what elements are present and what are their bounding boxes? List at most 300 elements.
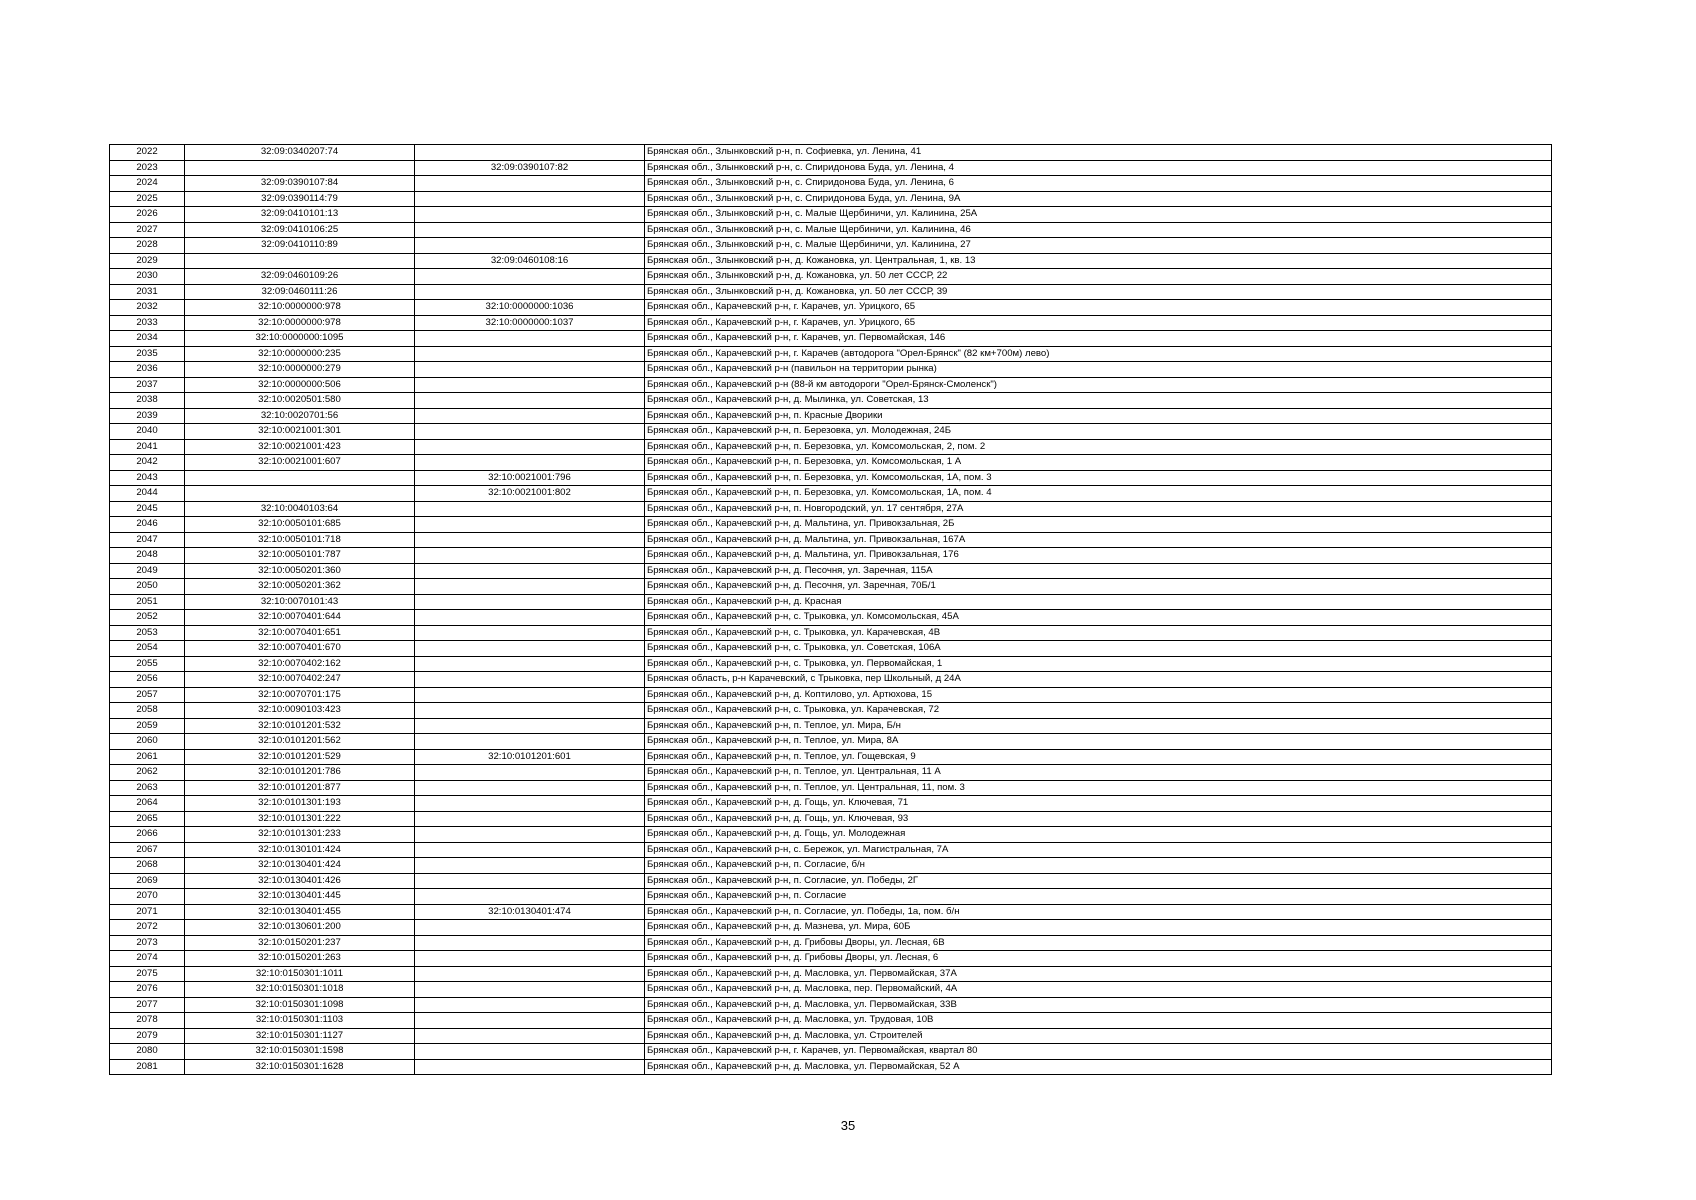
cadastral-number-cell [185,160,415,176]
cadastral-number-cell: 32:09:0460109:26 [185,269,415,285]
registry-table-body [110,145,1552,1075]
row-number-cell: 2047 [110,532,185,548]
address-cell: Брянская обл., Злынковский р-н, с. Малые Щербиничи, ул. Калинина, 46 [645,222,1552,238]
row-number-cell: 2045 [110,501,185,517]
related-cadastral-number-cell [415,207,645,223]
related-cadastral-number-cell [415,176,645,192]
cadastral-number-cell: 32:10:0000000:1095 [185,331,415,347]
table-row [110,610,1552,626]
address-cell: Брянская обл., Карачевский р-н, с. Трыковка, ул. Советская, 106А [645,641,1552,657]
row-number-cell: 2072 [110,920,185,936]
row-number-cell: 2041 [110,439,185,455]
address-cell: Брянская обл., Карачевский р-н, с. Трыковка, ул. Первомайская, 1 [645,656,1552,672]
address-cell: Брянская обл., Карачевский р-н, г. Карачев, ул. Первомайская, 146 [645,331,1552,347]
address-cell: Брянская обл., Карачевский р-н, п. Согласие [645,889,1552,905]
address-cell: Брянская обл., Карачевский р-н, д. Грибовы Дворы, ул. Лесная, 6В [645,935,1552,951]
cadastral-number-cell: 32:10:0070401:670 [185,641,415,657]
table-row [110,811,1552,827]
cadastral-number-cell: 32:10:0150301:1127 [185,1028,415,1044]
cadastral-number-cell [185,470,415,486]
cadastral-number-cell: 32:10:0101201:877 [185,780,415,796]
row-number-cell: 2033 [110,315,185,331]
related-cadastral-number-cell: 32:10:0021001:802 [415,486,645,502]
table-row [110,734,1552,750]
address-cell: Брянская обл., Карачевский р-н, г. Карачев (автодорога "Орел-Брянск" (82 км+700м) лево) [645,346,1552,362]
related-cadastral-number-cell [415,594,645,610]
cadastral-number-cell: 32:10:0150201:263 [185,951,415,967]
related-cadastral-number-cell: 32:10:0021001:796 [415,470,645,486]
table-row [110,377,1552,393]
cadastral-number-cell: 32:10:0070701:175 [185,687,415,703]
related-cadastral-number-cell [415,517,645,533]
row-number-cell: 2054 [110,641,185,657]
related-cadastral-number-cell [415,145,645,161]
table-row [110,424,1552,440]
row-number-cell: 2069 [110,873,185,889]
table-row [110,253,1552,269]
cadastral-number-cell [185,486,415,502]
table-row [110,858,1552,874]
row-number-cell: 2078 [110,1013,185,1029]
related-cadastral-number-cell [415,935,645,951]
row-number-cell: 2024 [110,176,185,192]
table-row [110,517,1552,533]
related-cadastral-number-cell: 32:09:0390107:82 [415,160,645,176]
table-row [110,951,1552,967]
related-cadastral-number-cell [415,222,645,238]
table-row [110,796,1552,812]
related-cadastral-number-cell [415,672,645,688]
related-cadastral-number-cell [415,424,645,440]
row-number-cell: 2030 [110,269,185,285]
table-row [110,486,1552,502]
row-number-cell: 2066 [110,827,185,843]
row-number-cell: 2068 [110,858,185,874]
address-cell: Брянская обл., Карачевский р-н, с. Трыковка, ул. Комсомольская, 45А [645,610,1552,626]
registry-table [109,144,1552,1075]
cadastral-number-cell: 32:10:0021001:301 [185,424,415,440]
cadastral-number-cell: 32:10:0000000:978 [185,300,415,316]
related-cadastral-number-cell [415,331,645,347]
related-cadastral-number-cell [415,889,645,905]
table-row [110,920,1552,936]
address-cell: Брянская обл., Злынковский р-н, с. Спиридонова Буда, ул. Ленина, 9А [645,191,1552,207]
row-number-cell: 2075 [110,966,185,982]
table-row [110,362,1552,378]
related-cadastral-number-cell [415,579,645,595]
related-cadastral-number-cell [415,501,645,517]
cadastral-number-cell: 32:10:0000000:279 [185,362,415,378]
cadastral-number-cell: 32:10:0050101:787 [185,548,415,564]
related-cadastral-number-cell [415,393,645,409]
address-cell: Брянская обл., Карачевский р-н, д. Коптилово, ул. Артюхова, 15 [645,687,1552,703]
address-cell: Брянская обл., Карачевский р-н, д. Песочня, ул. Заречная, 115А [645,563,1552,579]
related-cadastral-number-cell [415,1013,645,1029]
address-cell: Брянская обл., Карачевский р-н, д. Мазнева, ул. Мира, 60Б [645,920,1552,936]
cadastral-number-cell: 32:10:0130601:200 [185,920,415,936]
address-cell: Брянская обл., Карачевский р-н, д. Гощь, ул. Ключевая, 93 [645,811,1552,827]
related-cadastral-number-cell [415,238,645,254]
table-row [110,765,1552,781]
address-cell: Брянская обл., Карачевский р-н, д. Масловка, ул. Первомайская, 37А [645,966,1552,982]
address-cell: Брянская обл., Злынковский р-н, п. Софиевка, ул. Ленина, 41 [645,145,1552,161]
related-cadastral-number-cell [415,873,645,889]
related-cadastral-number-cell [415,718,645,734]
address-cell: Брянская обл., Карачевский р-н, д. Мальтина, ул. Привокзальная, 167А [645,532,1552,548]
cadastral-number-cell: 32:09:0460111:26 [185,284,415,300]
related-cadastral-number-cell [415,656,645,672]
row-number-cell: 2065 [110,811,185,827]
row-number-cell: 2032 [110,300,185,316]
cadastral-number-cell: 32:10:0150201:237 [185,935,415,951]
row-number-cell: 2039 [110,408,185,424]
table-row [110,625,1552,641]
address-cell: Брянская обл., Карачевский р-н, г. Карачев, ул. Первомайская, квартал 80 [645,1044,1552,1060]
cadastral-number-cell [185,253,415,269]
row-number-cell: 2036 [110,362,185,378]
row-number-cell: 2062 [110,765,185,781]
related-cadastral-number-cell [415,1059,645,1075]
address-cell: Брянская обл., Карачевский р-н (павильон на территории рынка) [645,362,1552,378]
cadastral-number-cell: 32:10:0150301:1598 [185,1044,415,1060]
cadastral-number-cell: 32:10:0150301:1098 [185,997,415,1013]
related-cadastral-number-cell [415,362,645,378]
address-cell: Брянская обл., Карачевский р-н, д. Песочня, ул. Заречная, 70Б/1 [645,579,1552,595]
row-number-cell: 2070 [110,889,185,905]
table-row [110,269,1552,285]
address-cell: Брянская обл., Карачевский р-н, п. Березовка, ул. Комсомольская, 2, пом. 2 [645,439,1552,455]
cadastral-number-cell: 32:10:0070401:644 [185,610,415,626]
row-number-cell: 2022 [110,145,185,161]
cadastral-number-cell: 32:10:0150301:1011 [185,966,415,982]
row-number-cell: 2071 [110,904,185,920]
row-number-cell: 2040 [110,424,185,440]
address-cell: Брянская обл., Карачевский р-н, п. Красные Дворики [645,408,1552,424]
row-number-cell: 2026 [110,207,185,223]
related-cadastral-number-cell [415,1028,645,1044]
row-number-cell: 2029 [110,253,185,269]
table-row [110,1059,1552,1075]
row-number-cell: 2053 [110,625,185,641]
table-row [110,873,1552,889]
cadastral-number-cell: 32:10:0130401:455 [185,904,415,920]
address-cell: Брянская обл., Карачевский р-н, д. Мылинка, ул. Советская, 13 [645,393,1552,409]
cadastral-number-cell: 32:10:0070402:247 [185,672,415,688]
row-number-cell: 2027 [110,222,185,238]
related-cadastral-number-cell [415,827,645,843]
related-cadastral-number-cell [415,346,645,362]
table-row [110,331,1552,347]
address-cell: Брянская обл., Карачевский р-н, п. Согласие, б/н [645,858,1552,874]
table-row [110,346,1552,362]
cadastral-number-cell: 32:10:0000000:506 [185,377,415,393]
table-row [110,656,1552,672]
cadastral-number-cell: 32:10:0070402:162 [185,656,415,672]
row-number-cell: 2048 [110,548,185,564]
address-cell: Брянская обл., Злынковский р-н, с. Спиридонова Буда, ул. Ленина, 6 [645,176,1552,192]
address-cell: Брянская обл., Карачевский р-н, с. Трыковка, ул. Карачевская, 4В [645,625,1552,641]
table-row [110,935,1552,951]
table-row [110,842,1552,858]
cadastral-number-cell: 32:10:0130401:424 [185,858,415,874]
row-number-cell: 2080 [110,1044,185,1060]
cadastral-number-cell: 32:10:0020701:56 [185,408,415,424]
related-cadastral-number-cell [415,951,645,967]
cadastral-number-cell: 32:10:0040103:64 [185,501,415,517]
table-row [110,1013,1552,1029]
cadastral-number-cell: 32:10:0090103:423 [185,703,415,719]
address-cell: Брянская обл., Карачевский р-н, д. Грибовы Дворы, ул. Лесная, 6 [645,951,1552,967]
table-row [110,579,1552,595]
address-cell: Брянская обл., Карачевский р-н, д. Мальтина, ул. Привокзальная, 176 [645,548,1552,564]
related-cadastral-number-cell: 32:10:0000000:1036 [415,300,645,316]
address-cell: Брянская обл., Злынковский р-н, с. Малые Щербиничи, ул. Калинина, 27 [645,238,1552,254]
address-cell: Брянская обл., Карачевский р-н, п. Теплое, ул. Мира, Б/н [645,718,1552,734]
row-number-cell: 2044 [110,486,185,502]
table-row [110,284,1552,300]
table-row [110,176,1552,192]
row-number-cell: 2050 [110,579,185,595]
row-number-cell: 2038 [110,393,185,409]
address-cell: Брянская обл., Карачевский р-н, д. Мальтина, ул. Привокзальная, 2Б [645,517,1552,533]
address-cell: Брянская обл., Карачевский р-н, п. Новгородский, ул. 17 сентября, 27А [645,501,1552,517]
table-row [110,238,1552,254]
row-number-cell: 2031 [110,284,185,300]
table-row [110,641,1552,657]
cadastral-number-cell: 32:10:0130401:445 [185,889,415,905]
related-cadastral-number-cell [415,842,645,858]
row-number-cell: 2034 [110,331,185,347]
cadastral-number-cell: 32:10:0000000:235 [185,346,415,362]
table-row [110,594,1552,610]
row-number-cell: 2064 [110,796,185,812]
address-cell: Брянская обл., Злынковский р-н, д. Кожановка, ул. 50 лет СССР, 22 [645,269,1552,285]
address-cell: Брянская обл., Карачевский р-н, п. Березовка, ул. Комсомольская, 1А, пом. 4 [645,486,1552,502]
table-row [110,672,1552,688]
table-row [110,780,1552,796]
table-row [110,191,1552,207]
cadastral-number-cell: 32:10:0101201:529 [185,749,415,765]
address-cell: Брянская обл., Карачевский р-н, д. Масловка, пер. Первомайский, 4А [645,982,1552,998]
address-cell: Брянская обл., Карачевский р-н, п. Березовка, ул. Молодежная, 24Б [645,424,1552,440]
row-number-cell: 2081 [110,1059,185,1075]
table-row [110,455,1552,471]
table-row [110,222,1552,238]
related-cadastral-number-cell [415,796,645,812]
table-row [110,703,1552,719]
related-cadastral-number-cell [415,408,645,424]
related-cadastral-number-cell [415,1044,645,1060]
address-cell: Брянская обл., Карачевский р-н, д. Красная [645,594,1552,610]
row-number-cell: 2067 [110,842,185,858]
related-cadastral-number-cell [415,765,645,781]
table-row [110,408,1552,424]
related-cadastral-number-cell [415,966,645,982]
table-row [110,501,1552,517]
row-number-cell: 2058 [110,703,185,719]
cadastral-number-cell: 32:10:0130101:424 [185,842,415,858]
row-number-cell: 2074 [110,951,185,967]
cadastral-number-cell: 32:09:0410106:25 [185,222,415,238]
cadastral-number-cell: 32:10:0101201:532 [185,718,415,734]
row-number-cell: 2042 [110,455,185,471]
row-number-cell: 2076 [110,982,185,998]
table-row [110,393,1552,409]
related-cadastral-number-cell [415,703,645,719]
related-cadastral-number-cell [415,625,645,641]
cadastral-number-cell: 32:10:0000000:978 [185,315,415,331]
related-cadastral-number-cell [415,532,645,548]
related-cadastral-number-cell: 32:10:0130401:474 [415,904,645,920]
row-number-cell: 2037 [110,377,185,393]
row-number-cell: 2035 [110,346,185,362]
related-cadastral-number-cell [415,780,645,796]
related-cadastral-number-cell [415,610,645,626]
address-cell: Брянская обл., Карачевский р-н, д. Масловка, ул. Первомайская, 52 А [645,1059,1552,1075]
related-cadastral-number-cell [415,687,645,703]
row-number-cell: 2073 [110,935,185,951]
address-cell: Брянская обл., Карачевский р-н, п. Теплое, ул. Гощевская, 9 [645,749,1552,765]
cadastral-number-cell: 32:09:0390107:84 [185,176,415,192]
table-row [110,439,1552,455]
table-row [110,904,1552,920]
address-cell: Брянская обл., Карачевский р-н (88-й км автодороги "Орел-Брянск-Смоленск") [645,377,1552,393]
related-cadastral-number-cell: 32:10:0101201:601 [415,749,645,765]
address-cell: Брянская обл., Карачевский р-н, д. Масловка, ул. Первомайская, 33В [645,997,1552,1013]
cadastral-number-cell: 32:10:0021001:607 [185,455,415,471]
address-cell: Брянская обл., Карачевский р-н, п. Теплое, ул. Мира, 8А [645,734,1552,750]
cadastral-number-cell: 32:10:0150301:1103 [185,1013,415,1029]
cadastral-number-cell: 32:09:0390114:79 [185,191,415,207]
table-row [110,889,1552,905]
row-number-cell: 2057 [110,687,185,703]
table-row [110,1028,1552,1044]
cadastral-number-cell: 32:10:0020501:580 [185,393,415,409]
row-number-cell: 2051 [110,594,185,610]
address-cell: Брянская обл., Карачевский р-н, д. Гощь, ул. Молодежная [645,827,1552,843]
address-cell: Брянская обл., Карачевский р-н, с. Трыковка, ул. Карачевская, 72 [645,703,1552,719]
cadastral-number-cell: 32:10:0021001:423 [185,439,415,455]
row-number-cell: 2079 [110,1028,185,1044]
address-cell: Брянская обл., Карачевский р-н, д. Масловка, ул. Трудовая, 10В [645,1013,1552,1029]
row-number-cell: 2063 [110,780,185,796]
related-cadastral-number-cell: 32:09:0460108:16 [415,253,645,269]
related-cadastral-number-cell [415,858,645,874]
cadastral-number-cell: 32:10:0050201:360 [185,563,415,579]
table-row [110,470,1552,486]
table-row [110,145,1552,161]
related-cadastral-number-cell [415,563,645,579]
cadastral-number-cell: 32:09:0410101:13 [185,207,415,223]
cadastral-number-cell: 32:10:0101301:233 [185,827,415,843]
address-cell: Брянская обл., Карачевский р-н, п. Согласие, ул. Победы, 2Г [645,873,1552,889]
address-cell: Брянская обл., Карачевский р-н, г. Карачев, ул. Урицкого, 65 [645,300,1552,316]
related-cadastral-number-cell [415,191,645,207]
cadastral-number-cell: 32:10:0050101:718 [185,532,415,548]
table-row [110,966,1552,982]
cadastral-number-cell: 32:10:0101201:786 [185,765,415,781]
address-cell: Брянская обл., Карачевский р-н, п. Согласие, ул. Победы, 1а, пом. б/н [645,904,1552,920]
address-cell: Брянская обл., Злынковский р-н, с. Малые Щербиничи, ул. Калинина, 25А [645,207,1552,223]
row-number-cell: 2049 [110,563,185,579]
row-number-cell: 2043 [110,470,185,486]
row-number-cell: 2028 [110,238,185,254]
related-cadastral-number-cell [415,455,645,471]
address-cell: Брянская обл., Карачевский р-н, д. Масловка, ул. Строителей [645,1028,1552,1044]
related-cadastral-number-cell [415,920,645,936]
cadastral-number-cell: 32:09:0410110:89 [185,238,415,254]
table-row [110,300,1552,316]
row-number-cell: 2046 [110,517,185,533]
row-number-cell: 2052 [110,610,185,626]
related-cadastral-number-cell [415,269,645,285]
address-cell: Брянская обл., Злынковский р-н, д. Кожановка, ул. 50 лет СССР, 39 [645,284,1552,300]
table-row [110,563,1552,579]
table-row [110,749,1552,765]
table-row [110,718,1552,734]
address-cell: Брянская обл., Карачевский р-н, д. Гощь, ул. Ключевая, 71 [645,796,1552,812]
cadastral-number-cell: 32:10:0150301:1628 [185,1059,415,1075]
address-cell: Брянская обл., Злынковский р-н, с. Спиридонова Буда, ул. Ленина, 4 [645,160,1552,176]
table-row [110,1044,1552,1060]
related-cadastral-number-cell: 32:10:0000000:1037 [415,315,645,331]
cadastral-number-cell: 32:10:0101301:193 [185,796,415,812]
cadastral-number-cell: 32:10:0150301:1018 [185,982,415,998]
address-cell: Брянская область, р-н Карачевский, с Трыковка, пер Школьный, д 24А [645,672,1552,688]
address-cell: Брянская обл., Карачевский р-н, п. Теплое, ул. Центральная, 11 А [645,765,1552,781]
table-row [110,207,1552,223]
page-number: 35 [840,1118,856,1133]
related-cadastral-number-cell [415,982,645,998]
cadastral-number-cell: 32:10:0101201:562 [185,734,415,750]
related-cadastral-number-cell [415,439,645,455]
address-cell: Брянская обл., Карачевский р-н, г. Карачев, ул. Урицкого, 65 [645,315,1552,331]
cadastral-number-cell: 32:10:0050201:362 [185,579,415,595]
row-number-cell: 2023 [110,160,185,176]
cadastral-number-cell: 32:10:0130401:426 [185,873,415,889]
row-number-cell: 2056 [110,672,185,688]
cadastral-number-cell: 32:10:0070101:43 [185,594,415,610]
related-cadastral-number-cell [415,548,645,564]
related-cadastral-number-cell [415,377,645,393]
row-number-cell: 2077 [110,997,185,1013]
cadastral-number-cell: 32:10:0050101:685 [185,517,415,533]
table-row [110,827,1552,843]
related-cadastral-number-cell [415,811,645,827]
related-cadastral-number-cell [415,641,645,657]
cadastral-number-cell: 32:10:0070401:651 [185,625,415,641]
related-cadastral-number-cell [415,284,645,300]
cadastral-number-cell: 32:09:0340207:74 [185,145,415,161]
row-number-cell: 2060 [110,734,185,750]
cadastral-number-cell: 32:10:0101301:222 [185,811,415,827]
address-cell: Брянская обл., Карачевский р-н, п. Березовка, ул. Комсомольская, 1 А [645,455,1552,471]
table-row [110,160,1552,176]
address-cell: Брянская обл., Карачевский р-н, с. Бережок, ул. Магистральная, 7А [645,842,1552,858]
table-row [110,548,1552,564]
table-row [110,315,1552,331]
row-number-cell: 2061 [110,749,185,765]
address-cell: Брянская обл., Злынковский р-н, д. Кожановка, ул. Центральная, 1, кв. 13 [645,253,1552,269]
table-row [110,982,1552,998]
address-cell: Брянская обл., Карачевский р-н, п. Теплое, ул. Центральная, 11, пом. 3 [645,780,1552,796]
related-cadastral-number-cell [415,997,645,1013]
table-row [110,997,1552,1013]
table-row [110,687,1552,703]
row-number-cell: 2025 [110,191,185,207]
row-number-cell: 2059 [110,718,185,734]
table-row [110,532,1552,548]
